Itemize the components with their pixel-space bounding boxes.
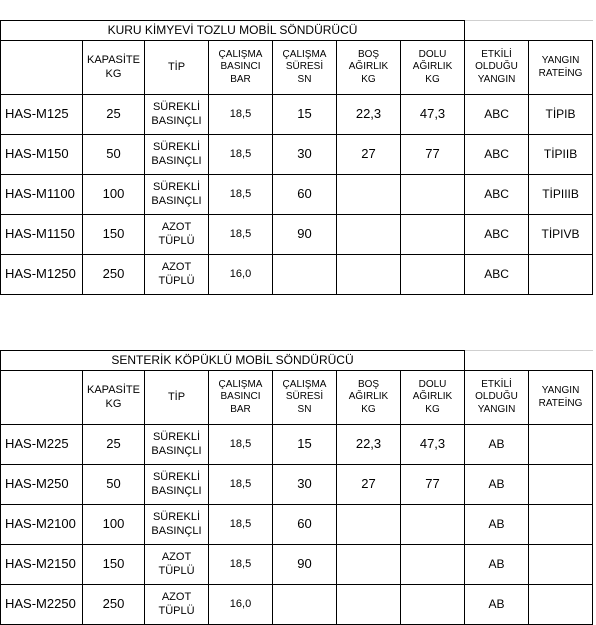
cell-model: HAS-M250 [1, 465, 83, 505]
header-dolu: DOLU AĞIRLIK KG [401, 371, 465, 425]
cell-sure: 15 [273, 425, 337, 465]
cell-bos: 27 [337, 465, 401, 505]
cell-kapasite: 250 [83, 255, 145, 295]
table-title: KURU KİMYEVİ TOZLU MOBİL SÖNDÜRÜCÜ [1, 21, 465, 41]
cell-kapasite: 150 [83, 545, 145, 585]
cell-dolu [401, 255, 465, 295]
title-spacer [465, 351, 593, 371]
cell-tip: AZOT TÜPLÜ [145, 545, 209, 585]
header-etkili: ETKİLİ OLDUĞU YANGIN [465, 371, 529, 425]
cell-tip: SÜREKLİ BASINÇLI [145, 505, 209, 545]
cell-dolu: 47,3 [401, 425, 465, 465]
header-tip: TİP [145, 41, 209, 95]
cell-rateing [529, 465, 593, 505]
cell-basinc: 16,0 [209, 255, 273, 295]
cell-dolu [401, 505, 465, 545]
table-row [1, 175, 593, 215]
cell-model: HAS-M125 [1, 95, 83, 135]
table-row [1, 465, 593, 505]
cell-model: HAS-M2250 [1, 585, 83, 625]
cell-tip: AZOT TÜPLÜ [145, 255, 209, 295]
cell-dolu [401, 215, 465, 255]
cell-basinc: 18,5 [209, 465, 273, 505]
cell-kapasite: 100 [83, 175, 145, 215]
cell-dolu [401, 585, 465, 625]
cell-etkili: AB [465, 585, 529, 625]
cell-basinc: 18,5 [209, 175, 273, 215]
cell-bos [337, 215, 401, 255]
table-row [1, 215, 593, 255]
cell-rateing: TİPIVB [529, 215, 593, 255]
cell-basinc: 18,5 [209, 95, 273, 135]
cell-kapasite: 50 [83, 135, 145, 175]
cell-tip: SÜREKLİ BASINÇLI [145, 465, 209, 505]
cell-sure: 60 [273, 505, 337, 545]
cell-kapasite: 25 [83, 425, 145, 465]
cell-kapasite: 250 [83, 585, 145, 625]
table-row [1, 95, 593, 135]
cell-tip: AZOT TÜPLÜ [145, 215, 209, 255]
cell-etkili: AB [465, 505, 529, 545]
header-kapasite: KAPASİTE KG [83, 371, 145, 425]
header-bos: BOŞ AĞIRLIK KG [337, 41, 401, 95]
table-row [1, 425, 593, 465]
cell-sure: 90 [273, 545, 337, 585]
cell-etkili: ABC [465, 215, 529, 255]
cell-dolu: 77 [401, 135, 465, 175]
cell-etkili: AB [465, 545, 529, 585]
header-sure: ÇALIŞMA SÜRESİ SN [273, 371, 337, 425]
table-row [1, 135, 593, 175]
cell-sure: 30 [273, 135, 337, 175]
table-row [1, 255, 593, 295]
cell-kapasite: 25 [83, 95, 145, 135]
header-sure: ÇALIŞMA SÜRESİ SN [273, 41, 337, 95]
cell-tip: SÜREKLİ BASINÇLI [145, 175, 209, 215]
cell-rateing [529, 425, 593, 465]
table-title: SENTERİK KÖPÜKLÜ MOBİL SÖNDÜRÜCÜ [1, 351, 465, 371]
dry-powder-table [0, 20, 593, 295]
cell-model: HAS-M1250 [1, 255, 83, 295]
header-basinc: ÇALIŞMA BASINCI BAR [209, 371, 273, 425]
cell-basinc: 18,5 [209, 425, 273, 465]
cell-model: HAS-M225 [1, 425, 83, 465]
cell-basinc: 18,5 [209, 505, 273, 545]
cell-rateing [529, 585, 593, 625]
cell-etkili: ABC [465, 175, 529, 215]
cell-etkili: ABC [465, 255, 529, 295]
cell-rateing [529, 545, 593, 585]
cell-basinc: 18,5 [209, 135, 273, 175]
cell-kapasite: 50 [83, 465, 145, 505]
cell-tip: AZOT TÜPLÜ [145, 585, 209, 625]
title-spacer [465, 21, 593, 41]
header-bos: BOŞ AĞIRLIK KG [337, 371, 401, 425]
header-tip: TİP [145, 371, 209, 425]
cell-sure: 15 [273, 95, 337, 135]
cell-sure: 60 [273, 175, 337, 215]
header-model [1, 41, 83, 95]
cell-model: HAS-M2100 [1, 505, 83, 545]
cell-rateing: TİPIIB [529, 135, 593, 175]
cell-bos [337, 585, 401, 625]
cell-sure: 30 [273, 465, 337, 505]
cell-kapasite: 100 [83, 505, 145, 545]
cell-bos [337, 505, 401, 545]
cell-bos: 22,3 [337, 95, 401, 135]
cell-bos: 27 [337, 135, 401, 175]
cell-tip: SÜREKLİ BASINÇLI [145, 95, 209, 135]
cell-basinc: 16,0 [209, 585, 273, 625]
cell-kapasite: 150 [83, 215, 145, 255]
header-row [1, 41, 593, 95]
header-dolu: DOLU AĞIRLIK KG [401, 41, 465, 95]
cell-dolu: 77 [401, 465, 465, 505]
cell-model: HAS-M1100 [1, 175, 83, 215]
cell-model: HAS-M2150 [1, 545, 83, 585]
header-rateing: YANGIN RATEİNG [529, 371, 593, 425]
cell-bos [337, 545, 401, 585]
cell-dolu [401, 545, 465, 585]
cell-etkili: AB [465, 465, 529, 505]
cell-bos [337, 255, 401, 295]
table-row [1, 545, 593, 585]
cell-sure [273, 255, 337, 295]
cell-basinc: 18,5 [209, 215, 273, 255]
header-kapasite: KAPASİTE KG [83, 41, 145, 95]
cell-sure [273, 585, 337, 625]
table-row [1, 585, 593, 625]
cell-tip: SÜREKLİ BASINÇLI [145, 425, 209, 465]
cell-bos: 22,3 [337, 425, 401, 465]
cell-model: HAS-M1150 [1, 215, 83, 255]
cell-rateing [529, 255, 593, 295]
cell-etkili: AB [465, 425, 529, 465]
cell-rateing: TİPIB [529, 95, 593, 135]
header-rateing: YANGIN RATEİNG [529, 41, 593, 95]
header-etkili: ETKİLİ OLDUĞU YANGIN [465, 41, 529, 95]
cell-dolu [401, 175, 465, 215]
cell-etkili: ABC [465, 135, 529, 175]
cell-rateing: TİPIIIB [529, 175, 593, 215]
table-row [1, 505, 593, 545]
cell-rateing [529, 505, 593, 545]
cell-dolu: 47,3 [401, 95, 465, 135]
header-row [1, 371, 593, 425]
header-basinc: ÇALIŞMA BASINCI BAR [209, 41, 273, 95]
header-model [1, 371, 83, 425]
cell-sure: 90 [273, 215, 337, 255]
cell-bos [337, 175, 401, 215]
foam-table [0, 350, 593, 625]
cell-etkili: ABC [465, 95, 529, 135]
cell-tip: SÜREKLİ BASINÇLI [145, 135, 209, 175]
cell-basinc: 18,5 [209, 545, 273, 585]
cell-model: HAS-M150 [1, 135, 83, 175]
